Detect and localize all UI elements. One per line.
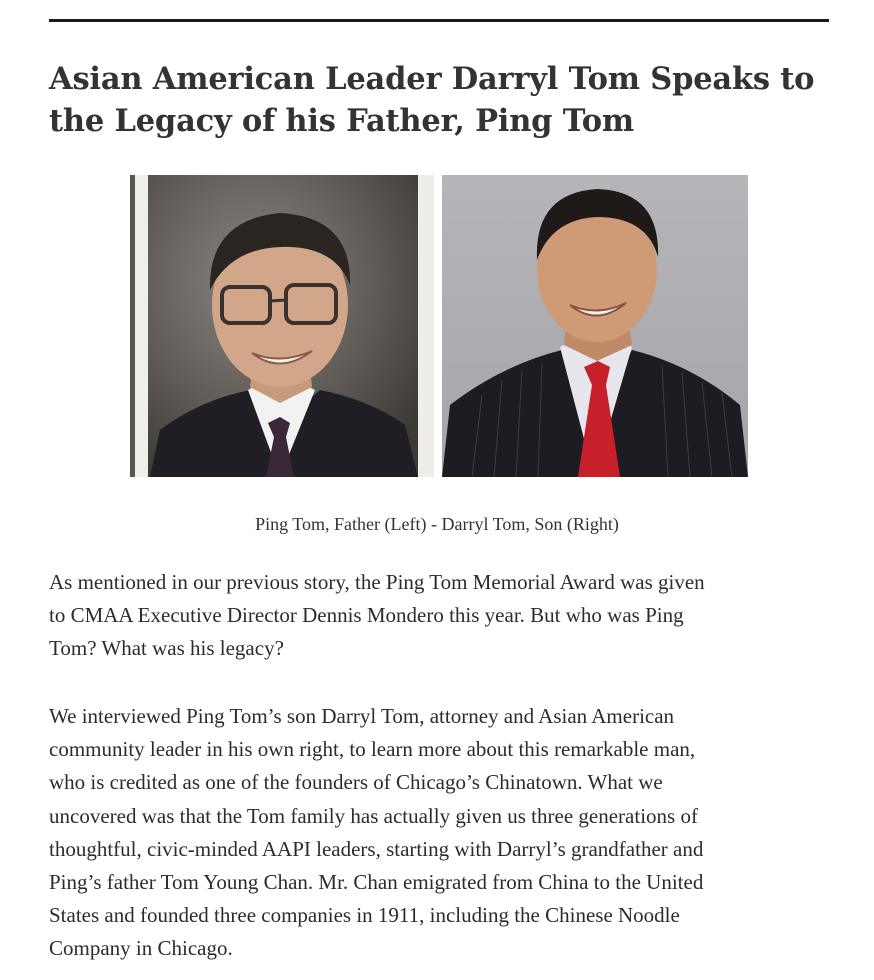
- photo-darryl-tom: [442, 175, 748, 477]
- paragraph-line: thoughtful, civic-minded AAPI leaders, starting with Darryl’s grandfather and: [49, 836, 704, 861]
- paragraph-line: States and founded three companies in 1911, including the Chinese Noodle: [49, 903, 680, 928]
- article-title: [49, 58, 839, 142]
- portrait-father: [130, 175, 434, 477]
- paragraph-line: who is credited as one of the founders of Chicago’s Chinatown. What we: [49, 770, 663, 795]
- paragraph-line: As mentioned in our previous story, the Ping Tom Memorial Award was given: [49, 570, 705, 594]
- top-rule: [49, 19, 829, 22]
- title-line: Asian American Leader Darryl Tom Speaks to: [49, 61, 815, 97]
- portrait-son: [442, 175, 748, 477]
- paragraph-intro: [49, 566, 839, 666]
- paragraph-line: Ping’s father Tom Young Chan. Mr. Chan emigrated from China to the United: [49, 870, 704, 895]
- photo-caption: Ping Tom, Father (Left) - Darryl Tom, Son (Right): [255, 514, 619, 534]
- paragraph-line: community leader in his own right, to learn more about this remarkable man,: [49, 737, 696, 762]
- paragraph-line: Company in Chicago.: [49, 936, 233, 961]
- paragraph-line: We interviewed Ping Tom’s son Darryl Tom, attorney and Asian American: [49, 704, 675, 728]
- title-line: the Legacy of his Father, Ping Tom: [49, 103, 634, 139]
- paragraph-line: uncovered was that the Tom family has actually given us three generations of: [49, 803, 698, 828]
- photo-pair: [130, 175, 748, 477]
- paragraph-interview: [49, 700, 839, 966]
- photo-ping-tom: [130, 175, 434, 477]
- paragraph-line: to CMAA Executive Director Dennis Mondero this year. But who was Ping: [49, 603, 684, 628]
- paragraph-line: Tom? What was his legacy?: [49, 636, 284, 661]
